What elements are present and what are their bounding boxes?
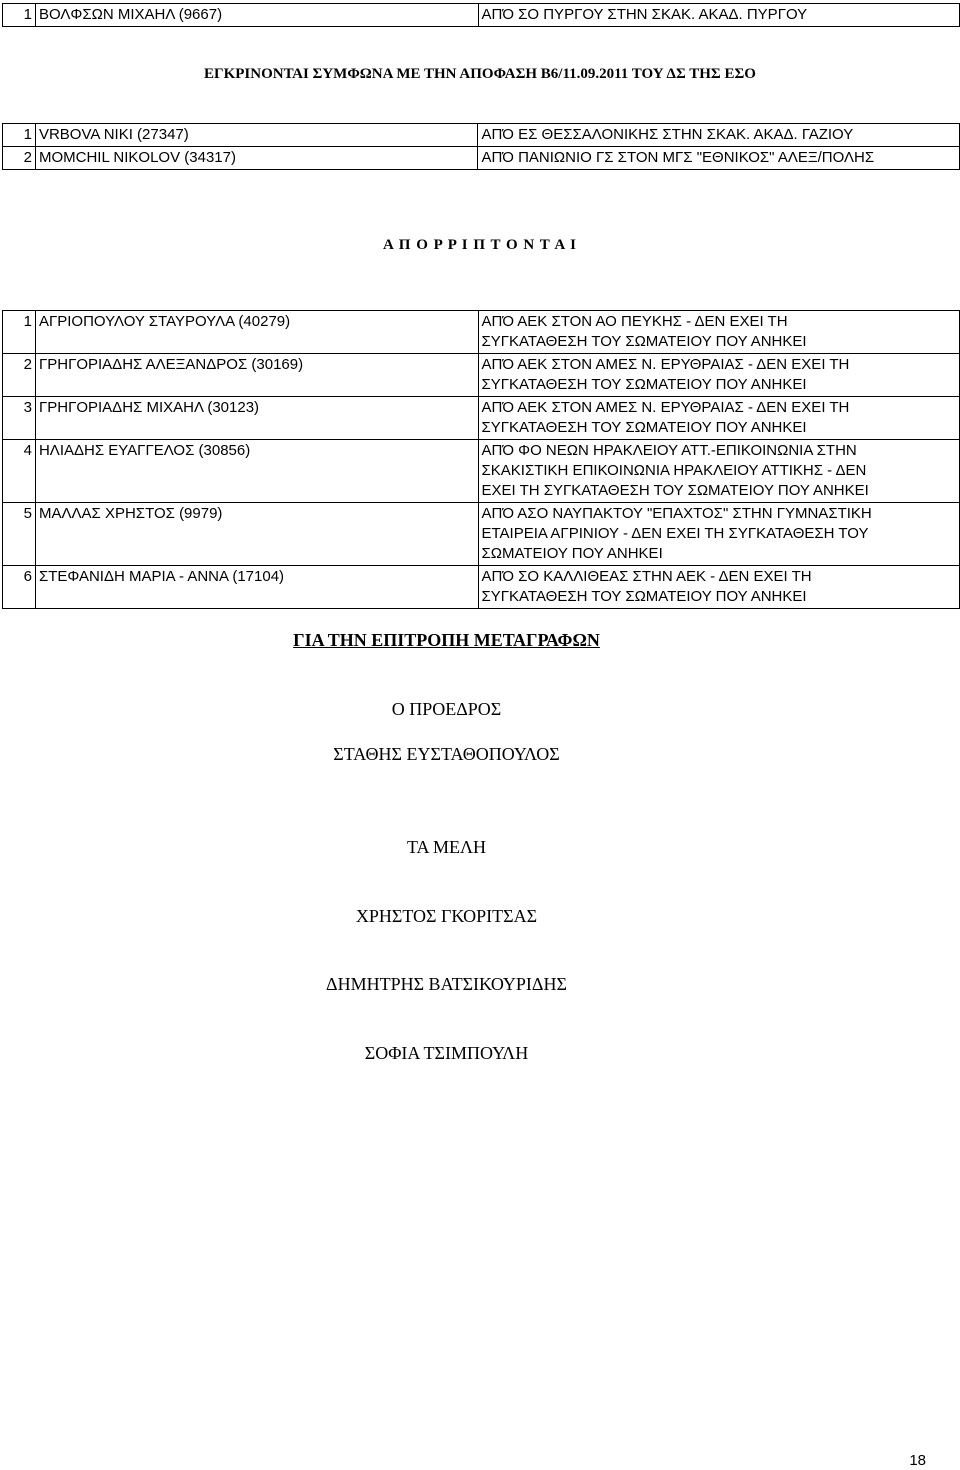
- player-name: ΓΡΗΓΟΡΙΑΔΗΣ ΜΙΧΑΗΛ (30123): [35, 397, 478, 440]
- member-name: ΔΗΜΗΤΡΗΣ ΒΑΤΣΙΚΟΥΡΙΔΗΣ: [326, 974, 567, 994]
- transfer-description: [478, 566, 960, 609]
- description-line: ΣΩΜΑΤΕΙΟΥ ΠΟΥ ΑΝΗΚΕΙ: [481, 545, 663, 562]
- player-name: MOMCHIL NIKOLOV (34317): [35, 147, 478, 170]
- player-name: VRBOVA NIKI (27347): [35, 124, 478, 147]
- table-row: [3, 4, 960, 27]
- transfer-description: ΑΠΌ ΕΣ ΘΕΣΣΑΛΟΝΙΚΗΣ ΣΤΗΝ ΣΚΑΚ. ΑΚΑΔ. ΓΑΖΙΟΥ: [478, 124, 960, 147]
- committee-heading: ΓΙΑ ΤΗΝ ΕΠΙΤΡΟΠΗ ΜΕΤΑΓΡΑΦΩΝ: [293, 630, 600, 650]
- member-name: ΧΡΗΣΤΟΣ ΓΚΟΡΙΤΣΑΣ: [355, 906, 538, 926]
- transfer-description: [478, 397, 960, 440]
- table-row: [3, 147, 960, 170]
- description-line: ΣΥΓΚΑΤΑΘΕΣΗ ΤΟΥ ΣΩΜΑΤΕΙΟΥ ΠΟΥ ΑΝΗΚΕΙ: [481, 376, 807, 393]
- transfer-description: [478, 311, 960, 354]
- row-number: 6: [3, 566, 36, 609]
- member-name: ΣΟΦΙΑ ΤΣΙΜΠΟΥΛΗ: [364, 1043, 529, 1063]
- description-line: ΣΥΓΚΑΤΑΘΕΣΗ ΤΟΥ ΣΩΜΑΤΕΙΟΥ ΠΟΥ ΑΝΗΚΕΙ: [481, 588, 807, 605]
- transfer-description: [478, 354, 960, 397]
- president-name: ΣΤΑΘΗΣ ΕΥΣΤΑΘΟΠΟΥΛΟΣ: [333, 744, 560, 764]
- description-line: ΕΤΑΙΡΕΙΑ ΑΓΡΙΝΙΟΥ - ΔΕΝ ΕΧΕΙ ΤΗ ΣΥΓΚΑΤΑΘΕΣΗ ΤΟΥ: [481, 525, 869, 542]
- description-line: ΑΠΌ ΑΕΚ ΣΤΟΝ ΑΜΕΣ Ν. ΕΡΥΘΡΑΙΑΣ - ΔΕΝ ΕΧΕΙ ΤΗ: [481, 356, 850, 373]
- transfer-description: ΑΠΌ ΣΟ ΠΥΡΓΟΥ ΣΤΗΝ ΣΚΑΚ. ΑΚΑΔ. ΠΥΡΓΟΥ: [478, 4, 960, 27]
- description-line: ΑΠΌ ΦΟ ΝΕΩΝ ΗΡΑΚΛΕΙΟΥ ΑΤΤ.-ΕΠΙΚΟΙΝΩΝΙΑ ΣΤΗΝ: [481, 442, 857, 459]
- table-row: [3, 566, 960, 609]
- row-number: 1: [3, 4, 36, 27]
- player-name: ΜΑΛΛΑΣ ΧΡΗΣΤΟΣ (9979): [35, 503, 478, 566]
- table-row: [3, 440, 960, 503]
- table-row: [3, 124, 960, 147]
- row-number: 5: [3, 503, 36, 566]
- row-number: 2: [3, 147, 36, 170]
- table-row: [3, 503, 960, 566]
- row-number: 1: [3, 311, 36, 354]
- transfer-description: [478, 440, 960, 503]
- top-transfer-table: [2, 3, 960, 27]
- president-title: Ο ΠΡΟΕΔΡΟΣ: [391, 699, 502, 719]
- rejected-heading: Α Π Ο Ρ Ρ Ι Π Τ Ο Ν Τ Α Ι: [383, 237, 577, 253]
- table-row: [3, 397, 960, 440]
- members-title: ΤΑ ΜΕΛΗ: [406, 837, 487, 857]
- description-line: ΑΠΌ ΑΣΟ ΝΑΥΠΑΚΤΟΥ "ΕΠΑΧΤΟΣ" ΣΤΗΝ ΓΥΜΝΑΣΤΙΚΗ: [481, 505, 872, 522]
- approved-transfers-table: [2, 123, 960, 170]
- page-number: 18: [909, 1452, 926, 1469]
- table-row: [3, 311, 960, 354]
- row-number: 1: [3, 124, 36, 147]
- rejected-transfers-table: [2, 310, 960, 609]
- player-name: ΓΡΗΓΟΡΙΑΔΗΣ ΑΛΕΞΑΝΔΡΟΣ (30169): [35, 354, 478, 397]
- row-number: 4: [3, 440, 36, 503]
- approved-heading: ΕΓΚΡΙΝΟΝΤΑΙ ΣΥΜΦΩΝΑ ΜΕ ΤΗΝ ΑΠΟΦΑΣΗ Β6/11.09.2011 ΤΟΥ ΔΣ ΤΗΣ ΕΣΟ: [204, 66, 756, 82]
- player-name: ΣΤΕΦΑΝΙΔΗ ΜΑΡΙΑ - ΑΝΝΑ (17104): [35, 566, 478, 609]
- description-line: ΑΠΌ ΑΕΚ ΣΤΟΝ ΑΟ ΠΕΥΚΗΣ - ΔΕΝ ΕΧΕΙ ΤΗ: [481, 313, 788, 330]
- row-number: 2: [3, 354, 36, 397]
- player-name: ΑΓΡΙΟΠΟΥΛΟΥ ΣΤΑΥΡΟΥΛΑ (40279): [35, 311, 478, 354]
- description-line: ΕΧΕΙ ΤΗ ΣΥΓΚΑΤΑΘΕΣΗ ΤΟΥ ΣΩΜΑΤΕΙΟΥ ΠΟΥ ΑΝΗΚΕΙ: [481, 482, 869, 499]
- row-number: 3: [3, 397, 36, 440]
- description-line: ΑΠΌ ΑΕΚ ΣΤΟΝ ΑΜΕΣ Ν. ΕΡΥΘΡΑΙΑΣ - ΔΕΝ ΕΧΕΙ ΤΗ: [481, 399, 850, 416]
- transfer-description: ΑΠΌ ΠΑΝΙΩΝΙΟ ΓΣ ΣΤΟΝ ΜΓΣ "ΕΘΝΙΚΟΣ" ΑΛΕΞ/ΠΟΛΗΣ: [478, 147, 960, 170]
- table-row: [3, 354, 960, 397]
- player-name: ΒΟΛΦΣΩΝ ΜΙΧΑΗΛ (9667): [35, 4, 478, 27]
- description-line: ΣΚΑΚΙΣΤΙΚΗ ΕΠΙΚΟΙΝΩΝΙΑ ΗΡΑΚΛΕΙΟΥ ΑΤΤΙΚΗΣ - ΔΕΝ: [481, 462, 867, 479]
- description-line: ΑΠΌ ΣΟ ΚΑΛΛΙΘΕΑΣ ΣΤΗΝ ΑΕΚ - ΔΕΝ ΕΧΕΙ ΤΗ: [481, 568, 812, 585]
- description-line: ΣΥΓΚΑΤΑΘΕΣΗ ΤΟΥ ΣΩΜΑΤΕΙΟΥ ΠΟΥ ΑΝΗΚΕΙ: [481, 333, 807, 350]
- description-line: ΣΥΓΚΑΤΑΘΕΣΗ ΤΟΥ ΣΩΜΑΤΕΙΟΥ ΠΟΥ ΑΝΗΚΕΙ: [481, 419, 807, 436]
- player-name: ΗΛΙΑΔΗΣ ΕΥΑΓΓΕΛΟΣ (30856): [35, 440, 478, 503]
- transfer-description: [478, 503, 960, 566]
